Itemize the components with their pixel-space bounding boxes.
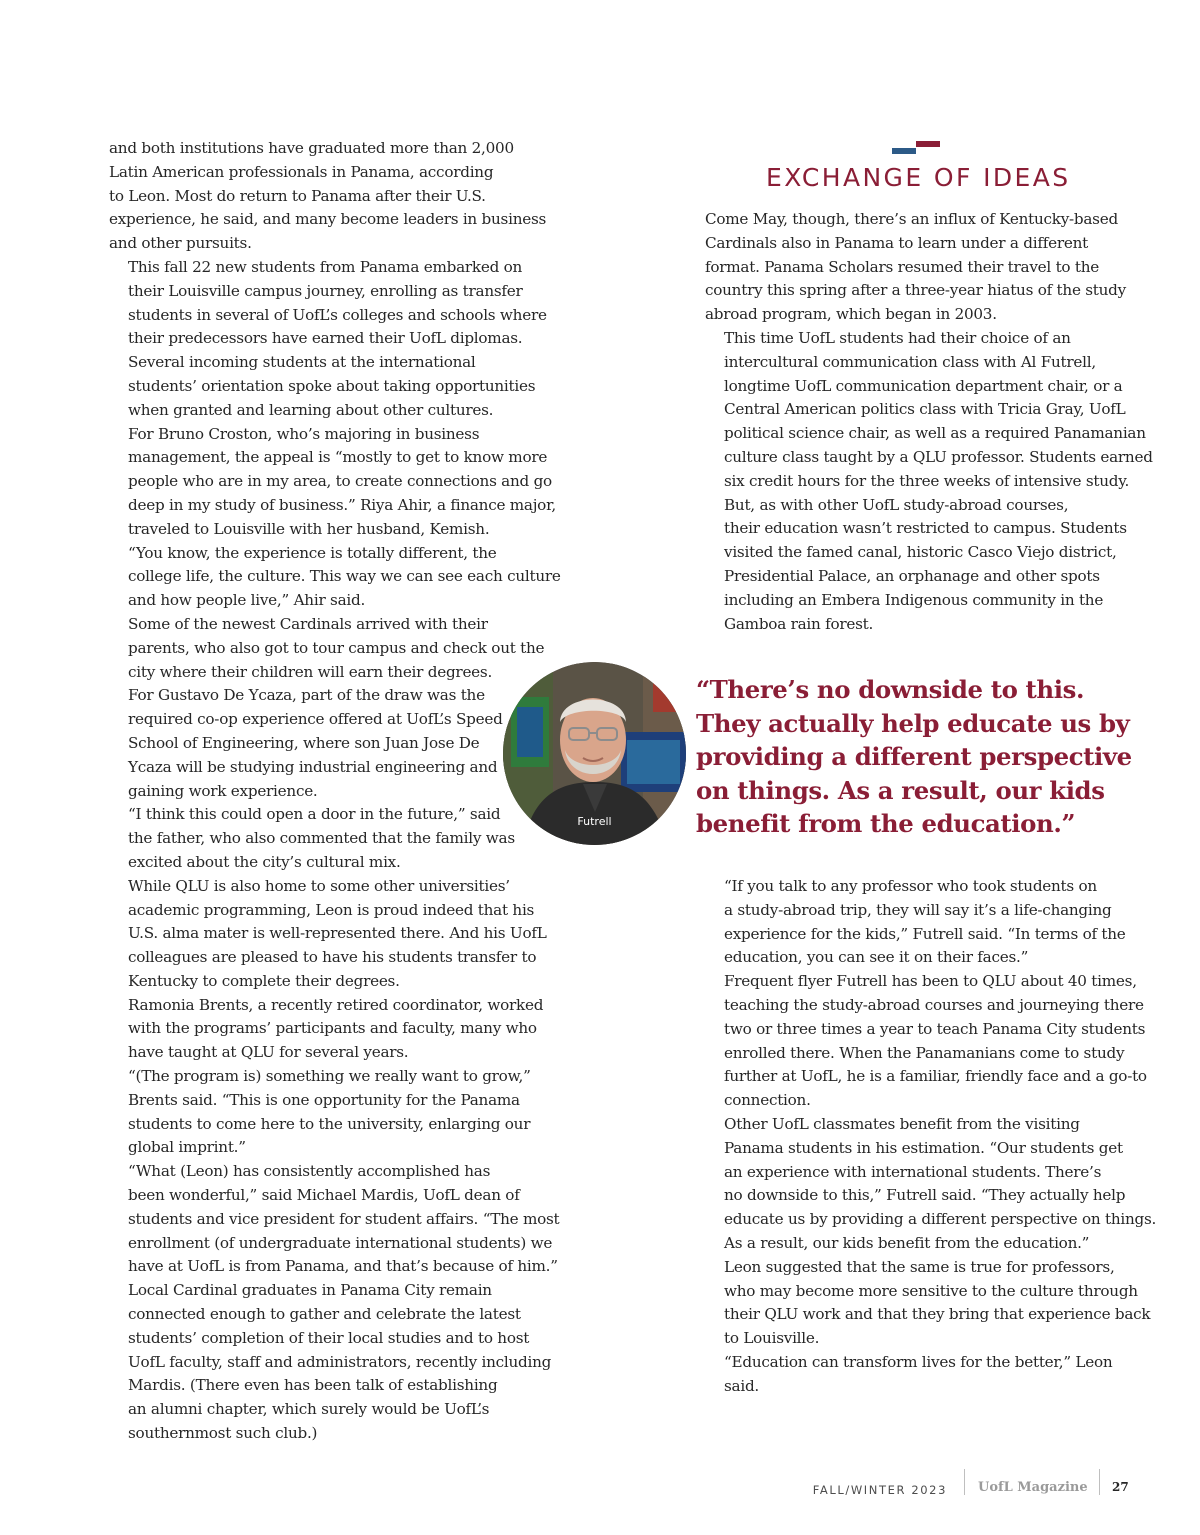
text-line: a study-abroad trip, they will say it’s a life-changing: [724, 900, 1112, 919]
paragraph: [705, 327, 1153, 494]
text-line: when granted and learning about other cultures.: [128, 400, 494, 419]
text-line: Come May, though, there’s an influx of Kentucky-based: [705, 210, 1118, 228]
text-line: six credit hours for the three weeks of intensive study.: [724, 471, 1130, 490]
text-line: city where their children will earn their degrees.: [128, 662, 493, 681]
text-line: their QLU work and that they bring that experience back: [724, 1305, 1151, 1324]
paragraph: [109, 542, 561, 613]
left-column: [109, 137, 561, 1446]
text-line: UofL faculty, staff and administrators, recently including: [128, 1352, 552, 1371]
text-line: For Bruno Croston, who’s majoring in business: [128, 424, 480, 443]
text-line: This time UofL students had their choice of an: [724, 328, 1071, 347]
text-line: an experience with international students. There’s: [724, 1162, 1102, 1181]
text-line: southernmost such club.): [128, 1424, 318, 1443]
text-line: excited about the city’s cultural mix.: [128, 852, 401, 871]
paragraph: [109, 1160, 560, 1279]
text-line: no downside to this,” Futrell said. “They actually help: [724, 1186, 1126, 1205]
text-line: political science chair, as well as a required Panamanian: [724, 424, 1146, 443]
text-line: Mardis. (There even has been talk of establishing: [128, 1376, 498, 1395]
footer-divider: [1099, 1469, 1100, 1495]
text-line: the father, who also commented that the family was: [128, 829, 515, 848]
text-line: students’ orientation spoke about taking opportunities: [128, 376, 536, 395]
paragraph: [109, 684, 539, 803]
text-line: “What (Leon) has consistently accomplished has: [128, 1162, 491, 1181]
right-column-bottom: [705, 875, 1157, 1399]
text-line: people who are in my area, to create connections and go: [128, 472, 552, 491]
text-line: said.: [724, 1376, 760, 1395]
text-line: and both institutions have graduated more than 2,000: [109, 139, 514, 157]
paragraph: [109, 256, 547, 351]
text-line: parents, who also got to tour campus and check out the: [128, 638, 545, 657]
paragraph: [705, 1113, 1157, 1256]
text-line: college life, the culture. This way we can see each culture: [128, 567, 561, 586]
text-line: “Education can transform lives for the better,” Leon: [724, 1352, 1113, 1371]
text-line: an alumni chapter, which surely would be UofL’s: [128, 1400, 490, 1419]
text-line: with the programs’ participants and faculty, many who: [128, 1019, 537, 1038]
text-line: connection.: [724, 1091, 811, 1110]
text-line: Latin American professionals in Panama, according: [109, 162, 494, 181]
text-line: Frequent flyer Futrell has been to QLU about 40 times,: [724, 972, 1137, 991]
text-line: “(The program is) something we really want to grow,”: [128, 1067, 531, 1086]
footer-divider: [964, 1469, 965, 1495]
text-line: and how people live,” Ahir said.: [128, 591, 366, 610]
text-line: connected enough to gather and celebrate the latest: [128, 1305, 521, 1324]
text-line: traveled to Louisville with her husband, Kemish.: [128, 519, 490, 538]
paragraph: [705, 1256, 1151, 1351]
text-line: Other UofL classmates benefit from the visiting: [724, 1114, 1080, 1133]
right-column-top: [705, 208, 1153, 636]
text-line: “I think this could open a door in the future,” said: [128, 805, 501, 824]
text-line: required co-op experience offered at UofL’s Speed: [128, 710, 503, 729]
text-line: students’ completion of their local studies and to host: [128, 1328, 530, 1347]
text-line: But, as with other UofL study-abroad courses,: [724, 495, 1069, 514]
text-line: Presidential Palace, an orphanage and other spots: [724, 566, 1100, 585]
text-line: been wonderful,” said Michael Mardis, UofL dean of: [128, 1186, 520, 1205]
text-line: Central American politics class with Tricia Gray, UofL: [724, 400, 1126, 419]
pull-quote-line: benefit from the education.”: [696, 809, 1076, 838]
text-line: deep in my study of business.” Riya Ahir, a finance major,: [128, 495, 556, 514]
text-line: enrolled there. When the Panamanians come to study: [724, 1043, 1125, 1062]
text-line: gaining work experience.: [128, 781, 318, 800]
paragraph: [109, 875, 547, 994]
paragraph: [705, 875, 1130, 970]
text-line: country this spring after a three-year hiatus of the study: [705, 281, 1126, 300]
text-line: two or three times a year to teach Panama City students: [724, 1019, 1146, 1038]
section-title: EXCHANGE OF IDEAS: [766, 163, 1071, 192]
text-line: format. Panama Scholars resumed their travel to the: [705, 257, 1100, 276]
text-line: Ramonia Brents, a recently retired coordinator, worked: [128, 995, 544, 1014]
pull-quote-line: providing a different perspective: [696, 742, 1132, 771]
text-line: Kentucky to complete their degrees.: [128, 971, 400, 990]
text-line: Some of the newest Cardinals arrived with their: [128, 614, 488, 633]
text-line: academic programming, Leon is proud indeed that his: [128, 900, 535, 919]
page-number: 27: [1112, 1480, 1129, 1494]
text-line: to Leon. Most do return to Panama after their U.S.: [109, 186, 486, 205]
text-line: students in several of UofL’s colleges and schools where: [128, 305, 547, 324]
text-line: their Louisville campus journey, enrolling as transfer: [128, 281, 523, 300]
text-line: experience for the kids,” Futrell said. “In terms of the: [724, 924, 1126, 943]
pull-quote: [696, 673, 1136, 841]
paragraph: [109, 423, 556, 542]
text-line: colleagues are pleased to have his students transfer to: [128, 948, 537, 967]
text-line: As a result, our kids benefit from the education.”: [724, 1233, 1090, 1252]
text-line: students and vice president for student affairs. “The most: [128, 1209, 560, 1228]
pull-quote-line: They actually help educate us by: [696, 708, 1130, 738]
text-line: “You know, the experience is totally different, the: [128, 543, 497, 562]
footer-issue: FALL/WINTER 2023: [812, 1483, 947, 1497]
page-footer: [0, 1466, 1200, 1496]
text-line: to Louisville.: [724, 1329, 820, 1348]
paragraph: [109, 803, 539, 874]
paragraph: [109, 1279, 552, 1446]
text-line: U.S. alma mater is well-represented there. And his UofL: [128, 924, 547, 943]
text-line: “If you talk to any professor who took students on: [724, 877, 1097, 895]
paragraph: [109, 351, 539, 422]
paragraph: [109, 1065, 539, 1160]
text-line: educate us by providing a different perspective on things.: [724, 1210, 1157, 1229]
text-line: teaching the study-abroad courses and journeying there: [724, 995, 1144, 1014]
text-line: Gamboa rain forest.: [724, 614, 874, 633]
footer-magazine-name: UofL Magazine: [978, 1480, 1088, 1495]
text-line: have taught at QLU for several years.: [128, 1043, 409, 1062]
text-line: intercultural communication class with Al Futrell,: [724, 352, 1096, 371]
paragraph: [705, 494, 1130, 637]
section-mark-icon: [892, 141, 940, 155]
text-line: Local Cardinal graduates in Panama City remain: [128, 1281, 492, 1300]
text-line: While QLU is also home to some other universities’: [128, 876, 510, 895]
text-line: For Gustavo De Ycaza, part of the draw was the: [128, 686, 485, 705]
text-line: further at UofL, he is a familiar, friendly face and a go-to: [724, 1067, 1147, 1086]
text-line: Several incoming students at the international: [128, 353, 476, 372]
text-line: and other pursuits.: [109, 234, 252, 253]
text-line: enrollment (of undergraduate international students) we: [128, 1233, 553, 1252]
paragraph: [109, 613, 545, 684]
text-line: have at UofL is from Panama, and that’s because of him.”: [128, 1257, 558, 1276]
text-line: education, you can see it on their faces.”: [724, 948, 1029, 967]
text-line: management, the appeal is “mostly to get to know more: [128, 448, 548, 467]
text-line: longtime UofL communication department chair, or a: [724, 376, 1123, 395]
photo-caption: Futrell: [577, 815, 612, 828]
text-line: Panama students in his estimation. “Our students get: [724, 1138, 1123, 1157]
text-line: Cardinals also in Panama to learn under a different: [705, 233, 1088, 252]
text-line: culture class taught by a QLU professor. Students earned: [724, 447, 1153, 466]
text-line: School of Engineering, where son Juan Jose De: [128, 733, 480, 752]
text-line: This fall 22 new students from Panama embarked on: [128, 257, 523, 276]
text-line: Brents said. “This is one opportunity for the Panama: [128, 1090, 520, 1109]
text-line: Leon suggested that the same is true for professors,: [724, 1257, 1115, 1276]
pull-quote-line: “There’s no downside to this.: [696, 675, 1085, 704]
text-line: visited the famed canal, historic Casco Viejo district,: [724, 543, 1117, 562]
text-line: students to come here to the university, enlarging our: [128, 1114, 531, 1133]
paragraph: [705, 1351, 1130, 1399]
text-line: their education wasn’t restricted to campus. Students: [724, 519, 1127, 538]
pull-quote-line: on things. As a result, our kids: [696, 775, 1105, 805]
text-line: abroad program, which began in 2003.: [705, 305, 997, 324]
text-line: global imprint.”: [128, 1138, 246, 1157]
paragraph: [109, 137, 547, 256]
paragraph: [705, 970, 1147, 1113]
text-line: Ycaza will be studying industrial engineering and: [128, 757, 498, 776]
paragraph: [109, 994, 544, 1065]
paragraph: [705, 208, 1130, 327]
text-line: their predecessors have earned their UofL diplomas.: [128, 329, 523, 348]
text-line: who may become more sensitive to the culture through: [724, 1281, 1138, 1300]
text-line: including an Embera Indigenous community in the: [724, 590, 1104, 609]
text-line: experience, he said, and many become leaders in business: [109, 210, 547, 229]
